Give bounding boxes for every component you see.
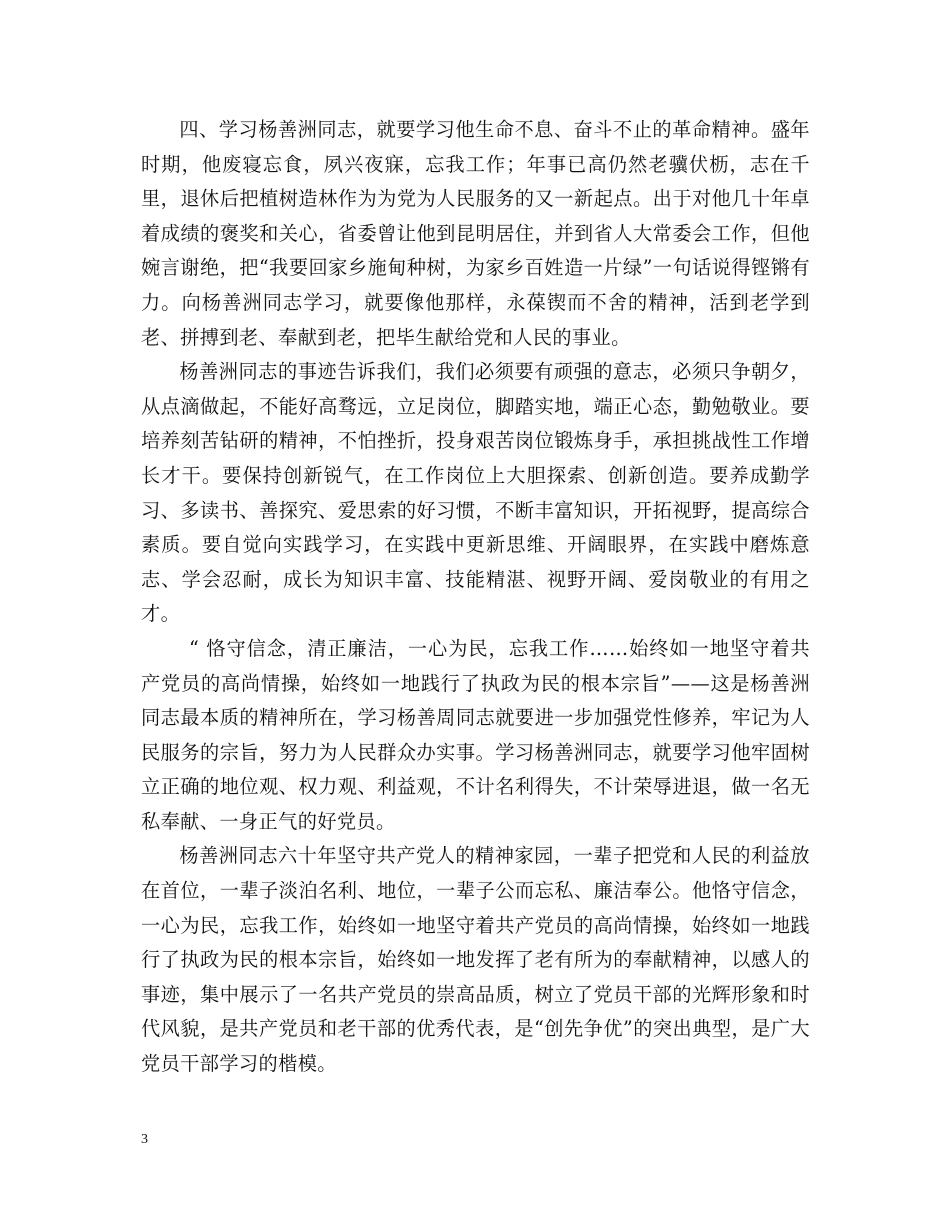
paragraph-3: “ 恪守信念，清正廉洁，一心为民，忘我工作……始终如一地坚守着共产党员的高尚情操，始终如一地践行了执政为民的根本宗旨”——这是杨善洲同志最本质的精神所在，学习杨善周同志就要进一步加强党性修养，牢记为人民服务的宗旨，努力为人民群众办实事。学习杨善洲同志，就要学习他牢固树立正确的地位观、权力观、利益观，不计名利得失，不计荣辱进退，做一名无私奉献、一身正气的好党员。 [141,636,810,833]
document-body [141,113,810,1082]
paragraph-4: 杨善洲同志六十年坚守共产党人的精神家园，一辈子把党和人民的利益放在首位，一辈子淡泊名利、地位，一辈子公而忘私、廉洁奉公。他恪守信念，一心为民，忘我工作，始终如一地坚守着共产党员的高尚情操，始终如一地践行了执政为民的根本宗旨，始终如一地发挥了老有所为的奉献精神，以感人的事迹，集中展示了一名共产党员的崇高品质，树立了党员干部的光辉形象和时代风貌，是共产党员和老干部的优秀代表，是“创先争优”的突出典型，是广大党员干部学习的楷模。 [141,844,810,1076]
paragraph-1: 四、学习杨善洲同志，就要学习他生命不息、奋斗不止的革命精神。盛年时期，他废寝忘食，夙兴夜寐，忘我工作；年事已高仍然老骥伏枥，志在千里，退休后把植树造林作为为党为人民服务的又一新起点。出于对他几十年卓着成绩的褒奖和关心，省委曾让他到昆明居住，并到省人大常委会工作，但他婉言谢绝，把“我要回家乡施甸种树，为家乡百姓造一片绿”一句话说得铿锵有力。向杨善洲同志学习，就要像他那样，永葆锲而不舍的精神，活到老学到老、拼搏到老、奉献到老，把毕生献给党和人民的事业。 [141,118,810,349]
page-number: 3 [141,1132,148,1147]
paragraph-2: 杨善洲同志的事迹告诉我们，我们必须要有顽强的意志，必须只争朝夕，从点滴做起，不能好高骛远，立足岗位，脚踏实地，端正心态，勤勉敬业。要培养刻苦钻研的精神，不怕挫折，投身艰苦岗位锻炼身手，承担挑战性工作增长才干。要保持创新锐气，在工作岗位上大胆探索、创新创造。要养成勤学习、多读书、善探究、爱思索的好习惯，不断丰富知识，开拓视野，提高综合素质。要自觉向实践学习，在实践中更新思维、开阔眼界，在实践中磨炼意志、学会忍耐，成长为知识丰富、技能精湛、视野开阔、爱岗敬业的有用之才。 [141,360,810,626]
